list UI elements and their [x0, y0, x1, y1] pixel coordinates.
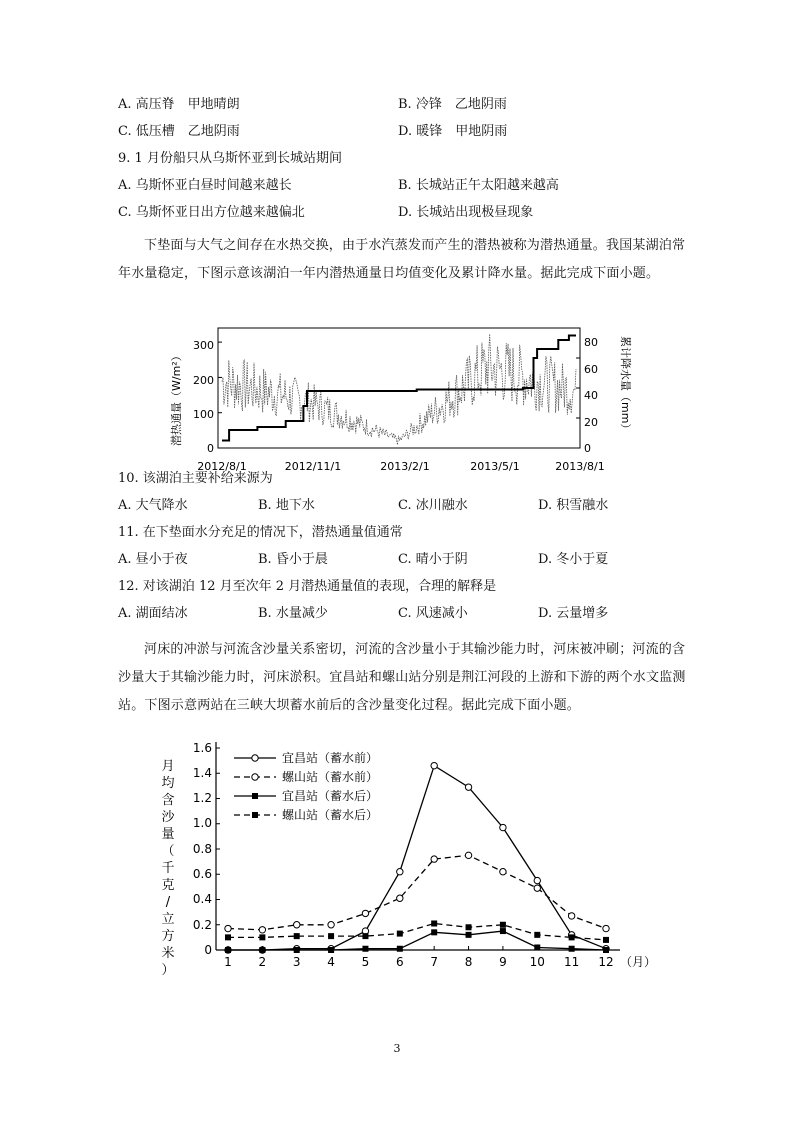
c2-series-1-point-8 [500, 869, 506, 875]
c1-rt-0: 0 [584, 442, 591, 455]
c2-ylabel-char-6: 千 [161, 861, 175, 876]
c2-series-2-point-3 [328, 947, 334, 953]
c2-xtick-label-6: 7 [430, 955, 439, 969]
c2-ylabel-char-11: 米 [161, 946, 175, 961]
c2-yt-1: 0.2 [192, 918, 212, 932]
q11-option-d: D. 冬小于夏 [538, 552, 609, 567]
c2-series-0-point-6 [431, 762, 437, 768]
c2-series-1-point-6 [431, 856, 437, 862]
q9-stem: 9. 1 月份船只从乌斯怀亚到长城站期间 [118, 151, 342, 166]
c2-series-3-point-9 [534, 932, 540, 938]
c1-lt-1: 100 [193, 408, 214, 421]
c2-series-3-point-11 [603, 937, 609, 943]
q10-option-b: B. 地下水 [258, 498, 315, 513]
c1-rt-4: 80 [584, 336, 598, 349]
q10-option-d: D. 积雪融水 [538, 498, 609, 513]
q12-option-b: B. 水量减少 [258, 606, 328, 621]
c1-xt-3: 2013/5/1 [470, 460, 520, 473]
c2-series-1-point-1 [259, 927, 265, 933]
c2-series-1-point-2 [294, 922, 300, 928]
c2-xtick-label-5: 6 [395, 955, 404, 969]
q9-option-d: D. 长城站出现极昼现象 [398, 205, 534, 220]
c2-ylabel-char-10: 方 [161, 929, 175, 944]
c2-series-2-point-5 [397, 946, 403, 952]
c2-xtick-label-2: 3 [292, 955, 301, 969]
c2-legend-label-1: 螺山站（蓄水前） [282, 770, 379, 784]
c1-lt-3: 300 [193, 339, 214, 352]
c2-series-2-point-6 [431, 929, 437, 935]
latent-heat-chart [150, 318, 650, 478]
q12-option-d: D. 云量增多 [538, 606, 609, 621]
q11-option-b: B. 昏小于晨 [258, 552, 328, 567]
c2-series-2-point-10 [569, 946, 575, 952]
c2-series-0-point-5 [397, 869, 403, 875]
c2-xtick-label-9: 10 [529, 955, 545, 969]
c2-series-3-point-8 [500, 922, 506, 928]
c2-ylabel-char-4: 量 [161, 827, 175, 842]
c2-yt-7: 1.4 [192, 766, 212, 780]
c2-series-1-line [228, 855, 606, 930]
c2-series-1-point-9 [534, 885, 540, 891]
c2-series-3-point-5 [397, 931, 403, 937]
c2-series-2-point-4 [362, 946, 368, 952]
c2-series-1-point-0 [225, 925, 231, 931]
c2-xunit: （月） [620, 955, 657, 969]
q8-option-d: D. 暖锋 甲地阴雨 [398, 124, 508, 139]
c2-series-2-point-9 [534, 944, 540, 950]
c1-left-label: 潜热通量（W/m²） [170, 350, 183, 446]
passage-sediment: 河床的冲淤与河流含沙量关系密切，河流的含沙量小于其输沙能力时，河床被冲刷；河流的含沙量大于其输沙能力时，河床淤积。宜昌站和螺山站分别是荆江河段的上游和下游的两个水文监测站。下图示意两站在三峡大坝蓄水前后的含沙量变化过程。据此完成下面小题。 [118, 642, 686, 713]
q10-option-a: A. 大气降水 [118, 498, 188, 513]
c2-series-3-point-7 [466, 924, 472, 930]
c1-lt-0: 0 [207, 442, 214, 455]
c2-legend-label-0: 宜昌站（蓄水前） [282, 751, 379, 765]
c2-series-1-point-3 [328, 922, 334, 928]
c2-legend-marker-1 [252, 774, 258, 780]
c2-series-3-point-4 [362, 933, 368, 939]
c1-rt-2: 40 [584, 389, 598, 402]
q9-option-c: C. 乌斯怀亚日出方位越来越偏北 [118, 205, 305, 220]
q8-option-a: A. 高压脊 甲地晴朗 [118, 97, 240, 112]
c2-legend-marker-2 [252, 793, 258, 799]
c1-lt-2: 200 [193, 374, 214, 387]
c2-xtick-label-4: 5 [361, 955, 370, 969]
passage-latent-heat: 下垫面与大气之间存在水热交换，由于水汽蒸发而产生的潜热被称为潜热通量。我国某湖泊常年水量稳定，下图示意该湖泊一年内潜热通量日均值变化及累计降水量。据此完成下面小题。 [118, 238, 686, 281]
c2-series-1-point-7 [465, 852, 471, 858]
c2-series-2-point-2 [294, 947, 300, 953]
c2-xtick-label-10: 11 [563, 955, 580, 969]
c2-series-2-point-7 [466, 932, 472, 938]
c2-series-0-point-9 [534, 877, 540, 883]
c2-series-3-line [228, 924, 606, 940]
c2-yt-3: 0.6 [192, 867, 212, 881]
c1-xt-4: 2013/8/1 [555, 460, 605, 473]
c1-precipitation-series [222, 336, 576, 441]
c2-ylabel-char-0: 月 [161, 759, 175, 774]
c2-yt-4: 0.8 [192, 842, 212, 856]
q11-option-a: A. 昼小于夜 [118, 552, 188, 567]
c2-series-0-point-8 [500, 824, 506, 830]
c2-series-2-point-8 [500, 928, 506, 934]
c1-rt-3: 60 [584, 363, 598, 376]
c2-xtick-label-1: 2 [258, 955, 267, 969]
q11-option-c: C. 晴小于阴 [398, 552, 468, 567]
page-number: 3 [393, 1042, 401, 1055]
c2-legend-label-3: 螺山站（蓄水后） [282, 808, 379, 822]
c2-series-3-point-0 [225, 934, 231, 940]
q9-option-a: A. 乌斯怀亚白昼时间越来越长 [118, 178, 292, 193]
c2-series-2-point-0 [225, 947, 231, 953]
c2-series-3-point-10 [569, 934, 575, 940]
c2-legend [234, 750, 378, 822]
c1-right-label: 累计降水量（mm） [619, 336, 632, 435]
c1-xt-2: 2013/2/1 [380, 460, 430, 473]
c2-xtick-label-8: 9 [499, 955, 507, 969]
c2-legend-marker-3 [252, 812, 258, 818]
c2-legend-label-2: 宜昌站（蓄水后） [282, 789, 379, 803]
c2-legend-marker-0 [252, 755, 258, 761]
c2-series-2-line [228, 931, 606, 950]
c2-xtick-label-11: 12 [598, 955, 614, 969]
c1-xt-1: 2012/11/1 [284, 460, 342, 473]
sediment-chart [150, 732, 670, 992]
c2-ylabel-char-3: 沙 [161, 810, 175, 825]
c2-yt-2: 0.4 [192, 892, 212, 906]
c2-series-1-point-5 [397, 895, 403, 901]
c2-yt-5: 1.0 [192, 816, 212, 830]
c2-series-1-point-11 [603, 925, 609, 931]
q12-option-a: A. 湖面结冰 [118, 606, 188, 621]
c1-rt-1: 20 [584, 416, 598, 429]
c2-ylabel-char-2: 含 [161, 793, 175, 808]
c2-ylabel-char-5: （ [161, 844, 175, 859]
c2-ylabel-char-7: 克 [161, 878, 175, 893]
q8-option-c: C. 低压槽 乙地阴雨 [118, 124, 240, 139]
c2-series-0-point-7 [465, 784, 471, 790]
q11-stem: 11. 在下垫面水分充足的情况下，潜热通量值通常 [118, 525, 403, 540]
c2-ylabel [161, 759, 175, 978]
c2-yt-6: 1.2 [192, 791, 212, 805]
c2-ylabel-char-1: 均 [161, 776, 175, 791]
c2-series-3-point-3 [328, 933, 334, 939]
c2-series-2-point-11 [603, 947, 609, 953]
c2-xtick-label-7: 8 [464, 955, 473, 969]
q12-stem: 12. 对该湖泊 12 月至次年 2 月潜热通量值的表现，合理的解释是 [118, 579, 497, 594]
c2-series-2-point-1 [259, 947, 265, 953]
c2-series-1-point-4 [362, 910, 368, 916]
c2-xtick-label-0: 1 [224, 955, 232, 969]
c2-xtick-label-3: 4 [327, 955, 335, 969]
c2-yt-0: 0 [204, 943, 212, 957]
q9-option-b: B. 长城站正午太阳越来越高 [398, 178, 559, 193]
q12-option-c: C. 风速减小 [398, 606, 468, 621]
c2-series-3-point-2 [294, 933, 300, 939]
c2-ylabel-char-8: / [165, 895, 171, 910]
q10-stem: 10. 该湖泊主要补给来源为 [118, 471, 273, 486]
c2-yt-8: 1.6 [192, 741, 212, 755]
q8-option-b: B. 冷锋 乙地阴雨 [398, 97, 507, 112]
c2-ylabel-char-12: ） [161, 963, 175, 978]
c2-series-1-point-10 [568, 913, 574, 919]
c1-xt-0: 2012/8/1 [197, 460, 247, 473]
q10-option-c: C. 冰川融水 [398, 498, 468, 513]
c2-series-3-point-1 [259, 934, 265, 940]
c2-ylabel-char-9: 立 [161, 912, 175, 927]
c2-series-3-point-6 [431, 920, 437, 926]
